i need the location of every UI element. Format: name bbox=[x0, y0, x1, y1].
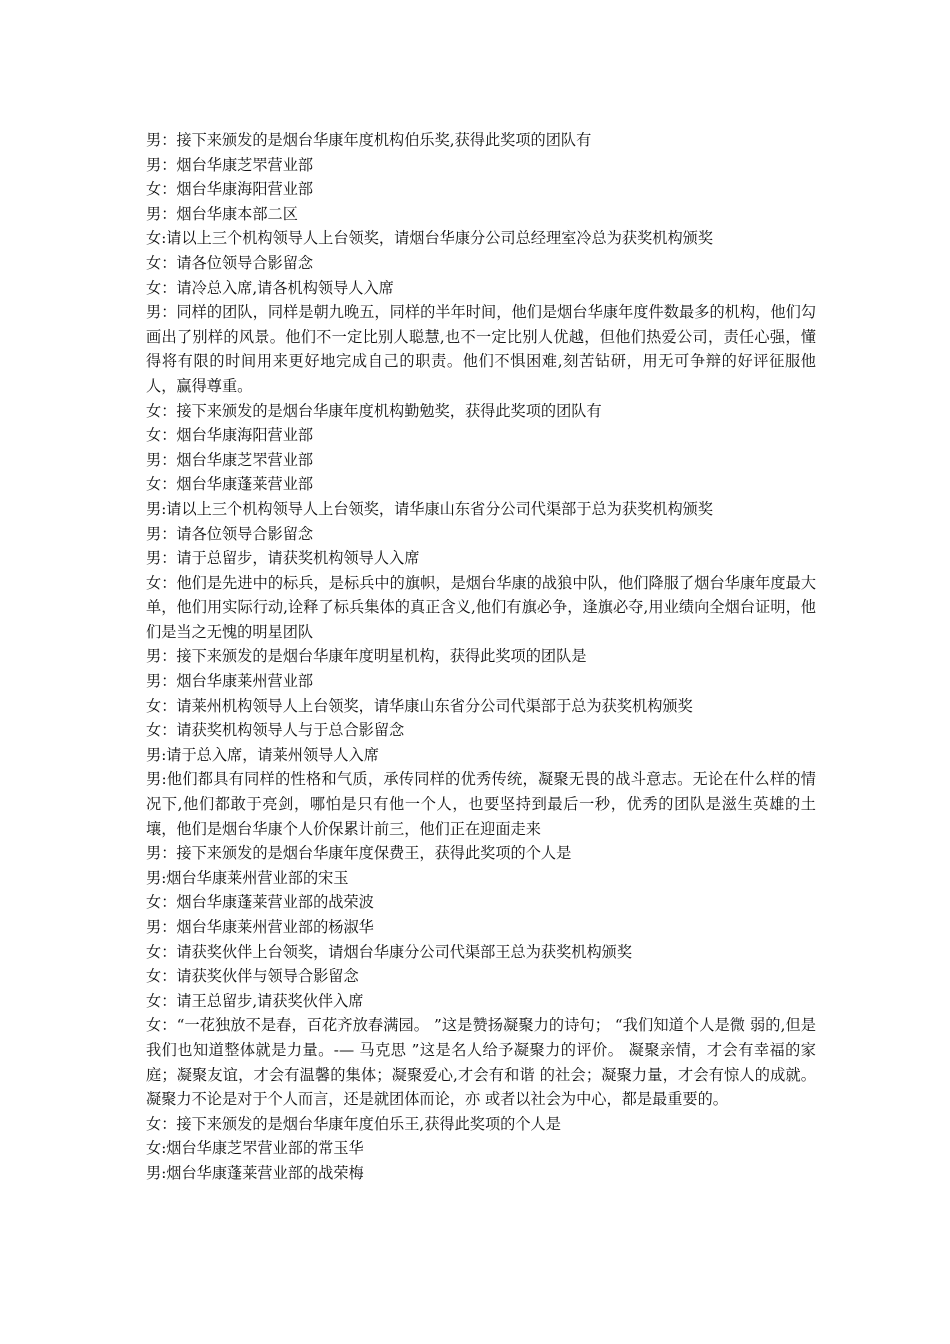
text-line: 女:烟台华康芝罘营业部的常玉华 bbox=[146, 1139, 364, 1158]
text-paragraph: 女：他们是先进中的标兵，是标兵中的旗帜，是烟台华康的战狼中队，他们降服了烟台华康年度最大单，他们用实际行动,诠释了标兵集体的真正含义,他们有旗必争，逢旗必夺,用业绩向全烟台证明，他们是当之无愧的明星团队 bbox=[146, 573, 816, 641]
text-line: 女：请各位领导合影留念 bbox=[146, 253, 314, 272]
text-line: 男：接下来颁发的是烟台华康年度明星机构，获得此奖项的团队是 bbox=[146, 647, 587, 666]
text-paragraph: 女：“一花独放不是春，百花齐放春满园。 ”这是赞扬凝聚力的诗句； “我们知道个人是微 弱的,但是我们也知道整体就是力量。-— 马克思 ”这是名人给予凝聚力的评价。 凝聚亲情，才会有幸福的家庭；凝聚友谊，才会有温馨的集体；凝聚爱心,才会有和谐 的社会；凝聚力量，才会有惊人的成就。凝聚力不论是对于个人而言，还是就团体而论，亦 或者以社会为中心，都是最重要的。 bbox=[146, 1016, 816, 1109]
text-line: 女：请获奖伙伴与领导合影留念 bbox=[146, 967, 359, 986]
text-line: 女：请王总留步,请获奖伙伴入席 bbox=[146, 991, 364, 1010]
text-line: 女：请获奖伙伴上台领奖，请烟台华康分公司代渠部王总为获奖机构颁奖 bbox=[146, 942, 632, 961]
text-line: 男：请各位领导合影留念 bbox=[146, 524, 314, 543]
text-line: 男：请于总留步，请获奖机构领导人入席 bbox=[146, 549, 420, 568]
text-line: 男：烟台华康莱州营业部 bbox=[146, 672, 314, 691]
text-line: 男:请于总入席，请莱州领导人入席 bbox=[146, 745, 379, 764]
text-line: 女：烟台华康海阳营业部 bbox=[146, 180, 314, 199]
text-line: 男:请以上三个机构领导人上台领奖，请华康山东省分公司代渠部于总为获奖机构颁奖 bbox=[146, 499, 714, 518]
text-line: 男:烟台华康莱州营业部的宋玉 bbox=[146, 868, 349, 887]
text-paragraph: 男：同样的团队，同样是朝九晚五，同样的半年时间，他们是烟台华康年度件数最多的机构，他们勾画出了别样的风景。他们不一定比别人聪慧,也不一定比别人优越，但他们热爱公司，责任心强，懂得将有限的时间用来更好地完成自己的职责。他们不惧困难,刻苦钻研，用无可争辩的好评征服他人，赢得尊重。 bbox=[146, 303, 816, 395]
text-line: 男：接下来颁发的是烟台华康年度保费王，获得此奖项的个人是 bbox=[146, 844, 572, 863]
text-line: 男：烟台华康本部二区 bbox=[146, 204, 298, 223]
text-line: 女：烟台华康蓬莱营业部的战荣波 bbox=[146, 893, 374, 912]
text-line: 女：请获奖机构领导人与于总合影留念 bbox=[146, 721, 405, 740]
text-line: 女：烟台华康蓬莱营业部 bbox=[146, 475, 314, 494]
text-line: 男：烟台华康芝罘营业部 bbox=[146, 450, 314, 469]
text-line: 女：请冷总入席,请各机构领导人入席 bbox=[146, 278, 394, 297]
text-paragraph: 男:他们都具有同样的性格和气质，承传同样的优秀传统，凝聚无畏的战斗意志。无论在什么样的情况下,他们都敢于亮剑，哪怕是只有他一个人，也要坚持到最后一秒，优秀的团队是滋生英雄的土壤，他们是烟台华康个人价保累计前三，他们正在迎面走来 bbox=[146, 770, 816, 838]
text-line: 女：接下来颁发的是烟台华康年度伯乐王,获得此奖项的个人是 bbox=[146, 1114, 561, 1133]
text-line: 女：烟台华康海阳营业部 bbox=[146, 426, 314, 445]
document-body bbox=[146, 128, 816, 1186]
text-line: 男：烟台华康莱州营业部的杨淑华 bbox=[146, 918, 374, 936]
text-line: 女：接下来颁发的是烟台华康年度机构勤勉奖，获得此奖项的团队有 bbox=[146, 401, 602, 420]
text-line: 男：接下来颁发的是烟台华康年度机构伯乐奖,获得此奖项的团队有 bbox=[146, 131, 592, 149]
text-line: 男：烟台华康芝罘营业部 bbox=[146, 155, 314, 174]
text-line: 女：请莱州机构领导人上台领奖，请华康山东省分公司代渠部于总为获奖机构颁奖 bbox=[146, 696, 693, 715]
text-line: 女:请以上三个机构领导人上台领奖，请烟台华康分公司总经理室冷总为获奖机构颁奖 bbox=[146, 229, 714, 248]
text-line: 男:烟台华康蓬莱营业部的战荣梅 bbox=[146, 1163, 364, 1182]
